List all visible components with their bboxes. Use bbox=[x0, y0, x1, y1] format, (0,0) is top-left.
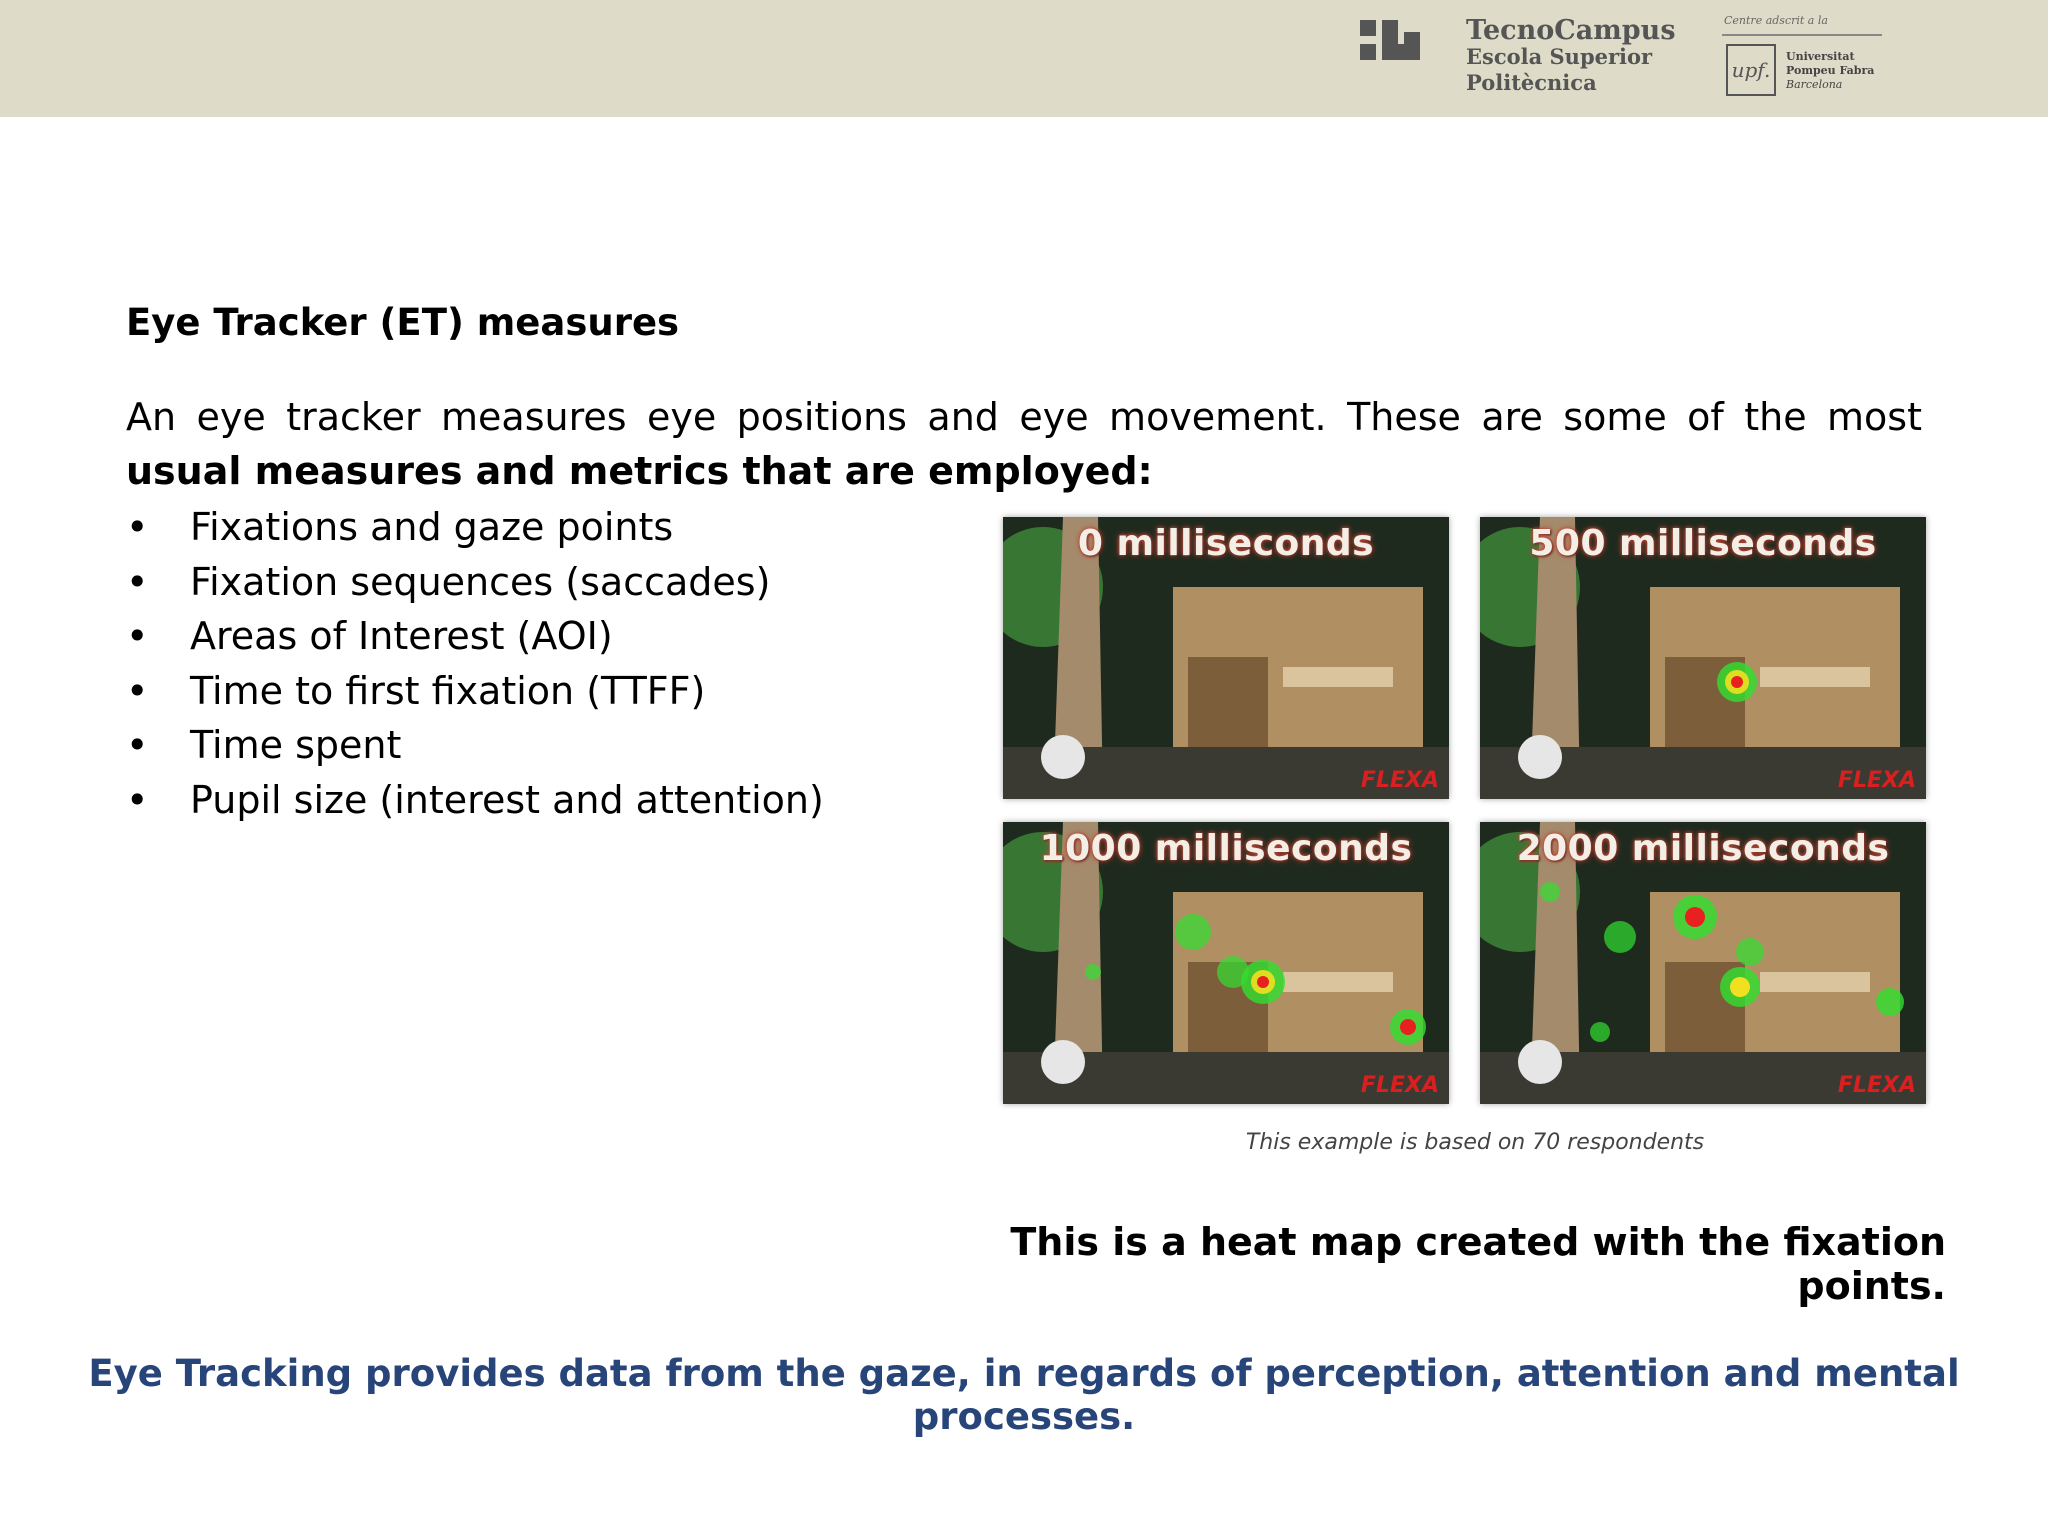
slide-title: Eye Tracker (ET) measures bbox=[126, 301, 680, 344]
heatmap-caption: This is a heat map created with the fixation points. bbox=[1010, 1220, 1946, 1308]
header-band bbox=[0, 0, 2048, 117]
panel-label: 500 milliseconds bbox=[1529, 523, 1877, 564]
intro-paragraph bbox=[126, 390, 1922, 498]
measures-list bbox=[126, 500, 824, 827]
bullet-icon: • bbox=[126, 777, 149, 822]
list-item-text: Time to first fixation (TTFF) bbox=[190, 668, 706, 713]
heatmap-panel-1000ms bbox=[1003, 822, 1449, 1104]
brand-logo: FLEXA bbox=[1837, 1073, 1916, 1098]
tecnocampus-wordmark bbox=[1466, 15, 1676, 96]
bullet-icon: • bbox=[126, 505, 149, 549]
respondents-note: This example is based on 70 respondents bbox=[1245, 1130, 1705, 1155]
list-item bbox=[126, 773, 824, 828]
brand-logo: FLEXA bbox=[1837, 768, 1916, 793]
list-item-text: Fixations and gaze points bbox=[190, 505, 674, 549]
heatmap-panel-2000ms bbox=[1480, 822, 1926, 1104]
footer-message: Eye Tracking provides data from the gaze, in regards of perception, attention and mental processes. bbox=[88, 1352, 1960, 1438]
upf-affiliation: Centre adscrit a la bbox=[1724, 14, 1828, 27]
list-item-text: Pupil size (interest and attention) bbox=[190, 777, 824, 822]
list-item bbox=[126, 718, 824, 773]
upf-name bbox=[1786, 50, 1874, 92]
tecnocampus-school-2: Politècnica bbox=[1466, 70, 1597, 95]
tecnocampus-school: Escola Superior bbox=[1466, 44, 1653, 69]
panel-label: 2000 milliseconds bbox=[1516, 828, 1890, 869]
list-item-text: Areas of Interest (AOI) bbox=[190, 614, 613, 658]
intro-text: An eye tracker measures eye positions and eye movement. These are some of the most bbox=[126, 395, 1922, 439]
list-item bbox=[126, 609, 824, 664]
bullet-icon: • bbox=[126, 668, 149, 713]
list-item bbox=[126, 500, 824, 555]
heatmap-figure bbox=[1003, 517, 1930, 1107]
upf-logo-icon: upf. bbox=[1726, 44, 1776, 96]
list-item bbox=[126, 555, 824, 610]
bullet-icon: • bbox=[126, 723, 149, 767]
intro-bold-text: usual measures and metrics that are employed: bbox=[126, 449, 1153, 493]
heatmap-panel-500ms bbox=[1480, 517, 1926, 799]
panel-label: 1000 milliseconds bbox=[1039, 828, 1413, 869]
tecnocampus-name: TecnoCampus bbox=[1466, 15, 1676, 46]
tecnocampus-logo-icon bbox=[1360, 20, 1420, 74]
bullet-icon: • bbox=[126, 614, 149, 658]
heatmap-panel-0ms bbox=[1003, 517, 1449, 799]
list-item-text: Time spent bbox=[190, 723, 402, 767]
list-item-text: Fixation sequences (saccades) bbox=[190, 559, 771, 604]
upf-name-line3: Barcelona bbox=[1786, 78, 1843, 91]
upf-name-line2: Pompeu Fabra bbox=[1786, 64, 1875, 77]
panel-label: 0 milliseconds bbox=[1077, 523, 1375, 564]
list-item bbox=[126, 664, 824, 719]
brand-logo: FLEXA bbox=[1360, 1073, 1439, 1098]
bullet-icon: • bbox=[126, 559, 149, 604]
brand-logo: FLEXA bbox=[1360, 768, 1439, 793]
upf-name-line1: Universitat bbox=[1786, 50, 1855, 63]
upf-divider bbox=[1722, 34, 1882, 36]
